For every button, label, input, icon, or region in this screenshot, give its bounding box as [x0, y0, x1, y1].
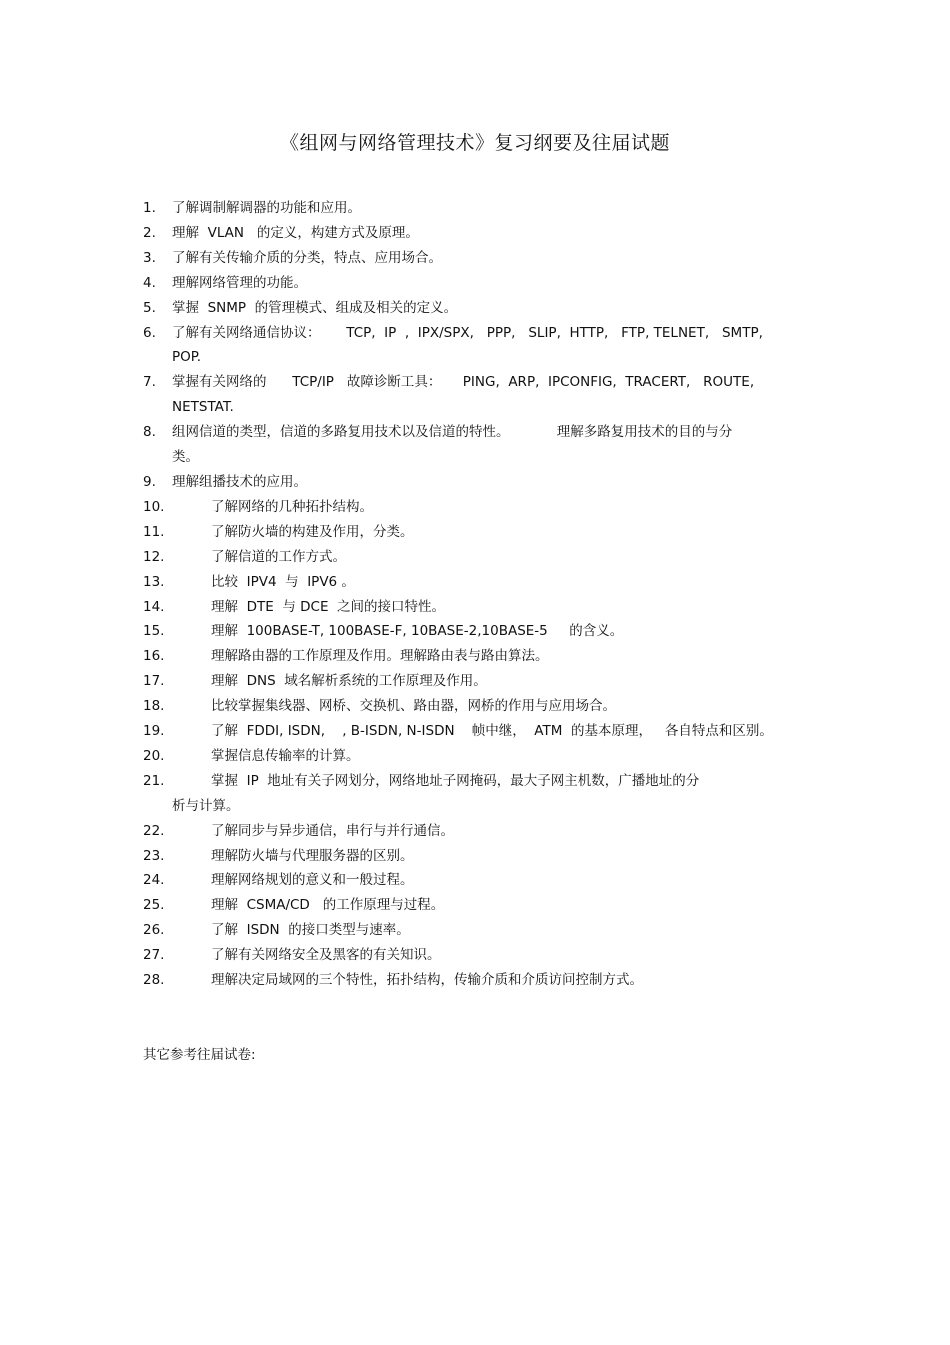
item-number: 11.	[143, 523, 165, 540]
item-number: 12.	[143, 548, 165, 565]
item-text: 理解 100BASE-T, 100BASE-F, 10BASE-2,10BASE-5 的含义。	[211, 623, 624, 640]
item-text: 了解网络的几种拓扑结构。	[211, 498, 373, 515]
item-text: 了解调制解调器的功能和应用。	[172, 200, 361, 216]
item-text: 理解 DTE 与 DCE 之间的接口特性。	[211, 598, 446, 615]
item-number: 6.	[143, 324, 156, 341]
item-text: 理解 VLAN 的定义，构建方式及原理。	[172, 224, 419, 241]
outline-item	[143, 545, 813, 570]
item-text: 了解同步与异步通信，串行与并行通信。	[211, 822, 454, 839]
outline-item	[143, 321, 813, 371]
item-number: 13.	[143, 573, 165, 590]
item-number: 15.	[143, 623, 165, 640]
item-number: 25.	[143, 897, 165, 914]
item-number: 17.	[143, 673, 165, 690]
item-text: 了解 ISDN 的接口类型与速率。	[211, 922, 410, 939]
item-number: 5.	[143, 299, 156, 316]
item-text: 理解路由器的工作原理及作用。理解路由表与路由算法。	[211, 648, 549, 665]
item-number: 8.	[143, 424, 156, 441]
item-number: 3.	[143, 249, 156, 266]
outline-item	[143, 694, 813, 719]
outline-item	[143, 420, 813, 470]
item-text: 比较 IPV4 与 IPV6 。	[211, 573, 355, 590]
item-text: 理解网络规划的意义和一般过程。	[211, 872, 414, 889]
outline-item	[143, 719, 813, 744]
item-number: 1.	[143, 200, 156, 216]
item-text: 理解网络管理的功能。	[172, 274, 307, 291]
outline-item	[143, 819, 813, 844]
item-text: 理解组播技术的应用。	[172, 473, 307, 490]
item-text: 掌握 SNMP 的管理模式、组成及相关的定义。	[172, 299, 458, 316]
item-number: 28.	[143, 972, 165, 989]
outline-item	[143, 495, 813, 520]
item-text: 组网信道的类型，信道的多路复用技术以及信道的特性。 理解多路复用技术的目的与分	[172, 424, 733, 441]
item-text-continuation: POP.	[172, 349, 202, 366]
outline-item	[143, 844, 813, 869]
outline-item	[143, 595, 813, 620]
outline-item	[143, 744, 813, 769]
item-text: 理解 DNS 域名解析系统的工作原理及作用。	[211, 673, 487, 690]
item-text: 了解有关网络通信协议： TCP, IP , IPX/SPX, PPP, SLIP, HTTP, FTP, TELNET, SMTP,	[172, 324, 763, 341]
item-text: 了解 FDDI, ISDN, , B-ISDN, N-ISDN 帧中继， ATM 的基本原理， 各自特点和区别。	[211, 723, 773, 740]
item-number: 24.	[143, 872, 165, 889]
outline-item	[143, 196, 813, 221]
outline-list	[143, 196, 813, 993]
outline-item	[143, 619, 813, 644]
outline-item	[143, 943, 813, 968]
outline-item	[143, 918, 813, 943]
item-number: 7.	[143, 374, 156, 391]
outline-item	[143, 246, 813, 271]
item-text: 了解有关传输介质的分类，特点、应用场合。	[172, 249, 442, 266]
outline-item	[143, 221, 813, 246]
item-number: 20.	[143, 747, 165, 764]
item-number: 4.	[143, 274, 156, 291]
item-text: 了解有关网络安全及黑客的有关知识。	[211, 947, 441, 964]
outline-item	[143, 644, 813, 669]
item-number: 22.	[143, 822, 165, 839]
item-number: 27.	[143, 947, 165, 964]
outline-item	[143, 968, 813, 993]
item-text: 掌握 IP 地址有关子网划分，网络地址子网掩码，最大子网主机数，广播地址的分	[211, 772, 700, 789]
item-number: 19.	[143, 723, 165, 740]
outline-item	[143, 868, 813, 893]
item-number: 26.	[143, 922, 165, 939]
item-number: 10.	[143, 498, 165, 515]
outline-item	[143, 271, 813, 296]
document-title: 《组网与网络管理技术》复习纲要及往届试题	[279, 132, 670, 154]
outline-item	[143, 520, 813, 545]
item-text: 了解防火墙的构建及作用，分类。	[211, 523, 414, 540]
outline-item	[143, 893, 813, 918]
outline-item	[143, 769, 813, 819]
item-number: 21.	[143, 772, 165, 789]
item-text-continuation: 类。	[172, 449, 199, 466]
item-text-continuation: 析与计算。	[172, 797, 240, 814]
item-number: 14.	[143, 598, 165, 615]
outline-item	[143, 296, 813, 321]
item-number: 23.	[143, 847, 165, 864]
item-number: 9.	[143, 473, 156, 490]
item-number: 2.	[143, 224, 156, 241]
item-number: 16.	[143, 648, 165, 665]
outline-item	[143, 470, 813, 495]
item-text: 掌握信息传输率的计算。	[211, 747, 360, 764]
outline-item	[143, 669, 813, 694]
item-text: 理解 CSMA/CD 的工作原理与过程。	[211, 897, 445, 914]
item-text-continuation: NETSTAT.	[172, 399, 234, 416]
outline-item	[143, 570, 813, 595]
footer-note: 其它参考往届试卷:	[143, 1047, 256, 1063]
item-text: 了解信道的工作方式。	[211, 548, 346, 565]
outline-item	[143, 370, 813, 420]
item-text: 掌握有关网络的 TCP/IP 故障诊断工具： PING, ARP, IPCONFIG, TRACERT, ROUTE,	[172, 374, 755, 391]
item-text: 理解防火墙与代理服务器的区别。	[211, 847, 414, 864]
item-number: 18.	[143, 698, 165, 715]
item-text: 理解决定局域网的三个特性，拓扑结构，传输介质和介质访问控制方式。	[211, 972, 643, 989]
item-text: 比较掌握集线器、网桥、交换机、路由器，网桥的作用与应用场合。	[211, 698, 616, 715]
